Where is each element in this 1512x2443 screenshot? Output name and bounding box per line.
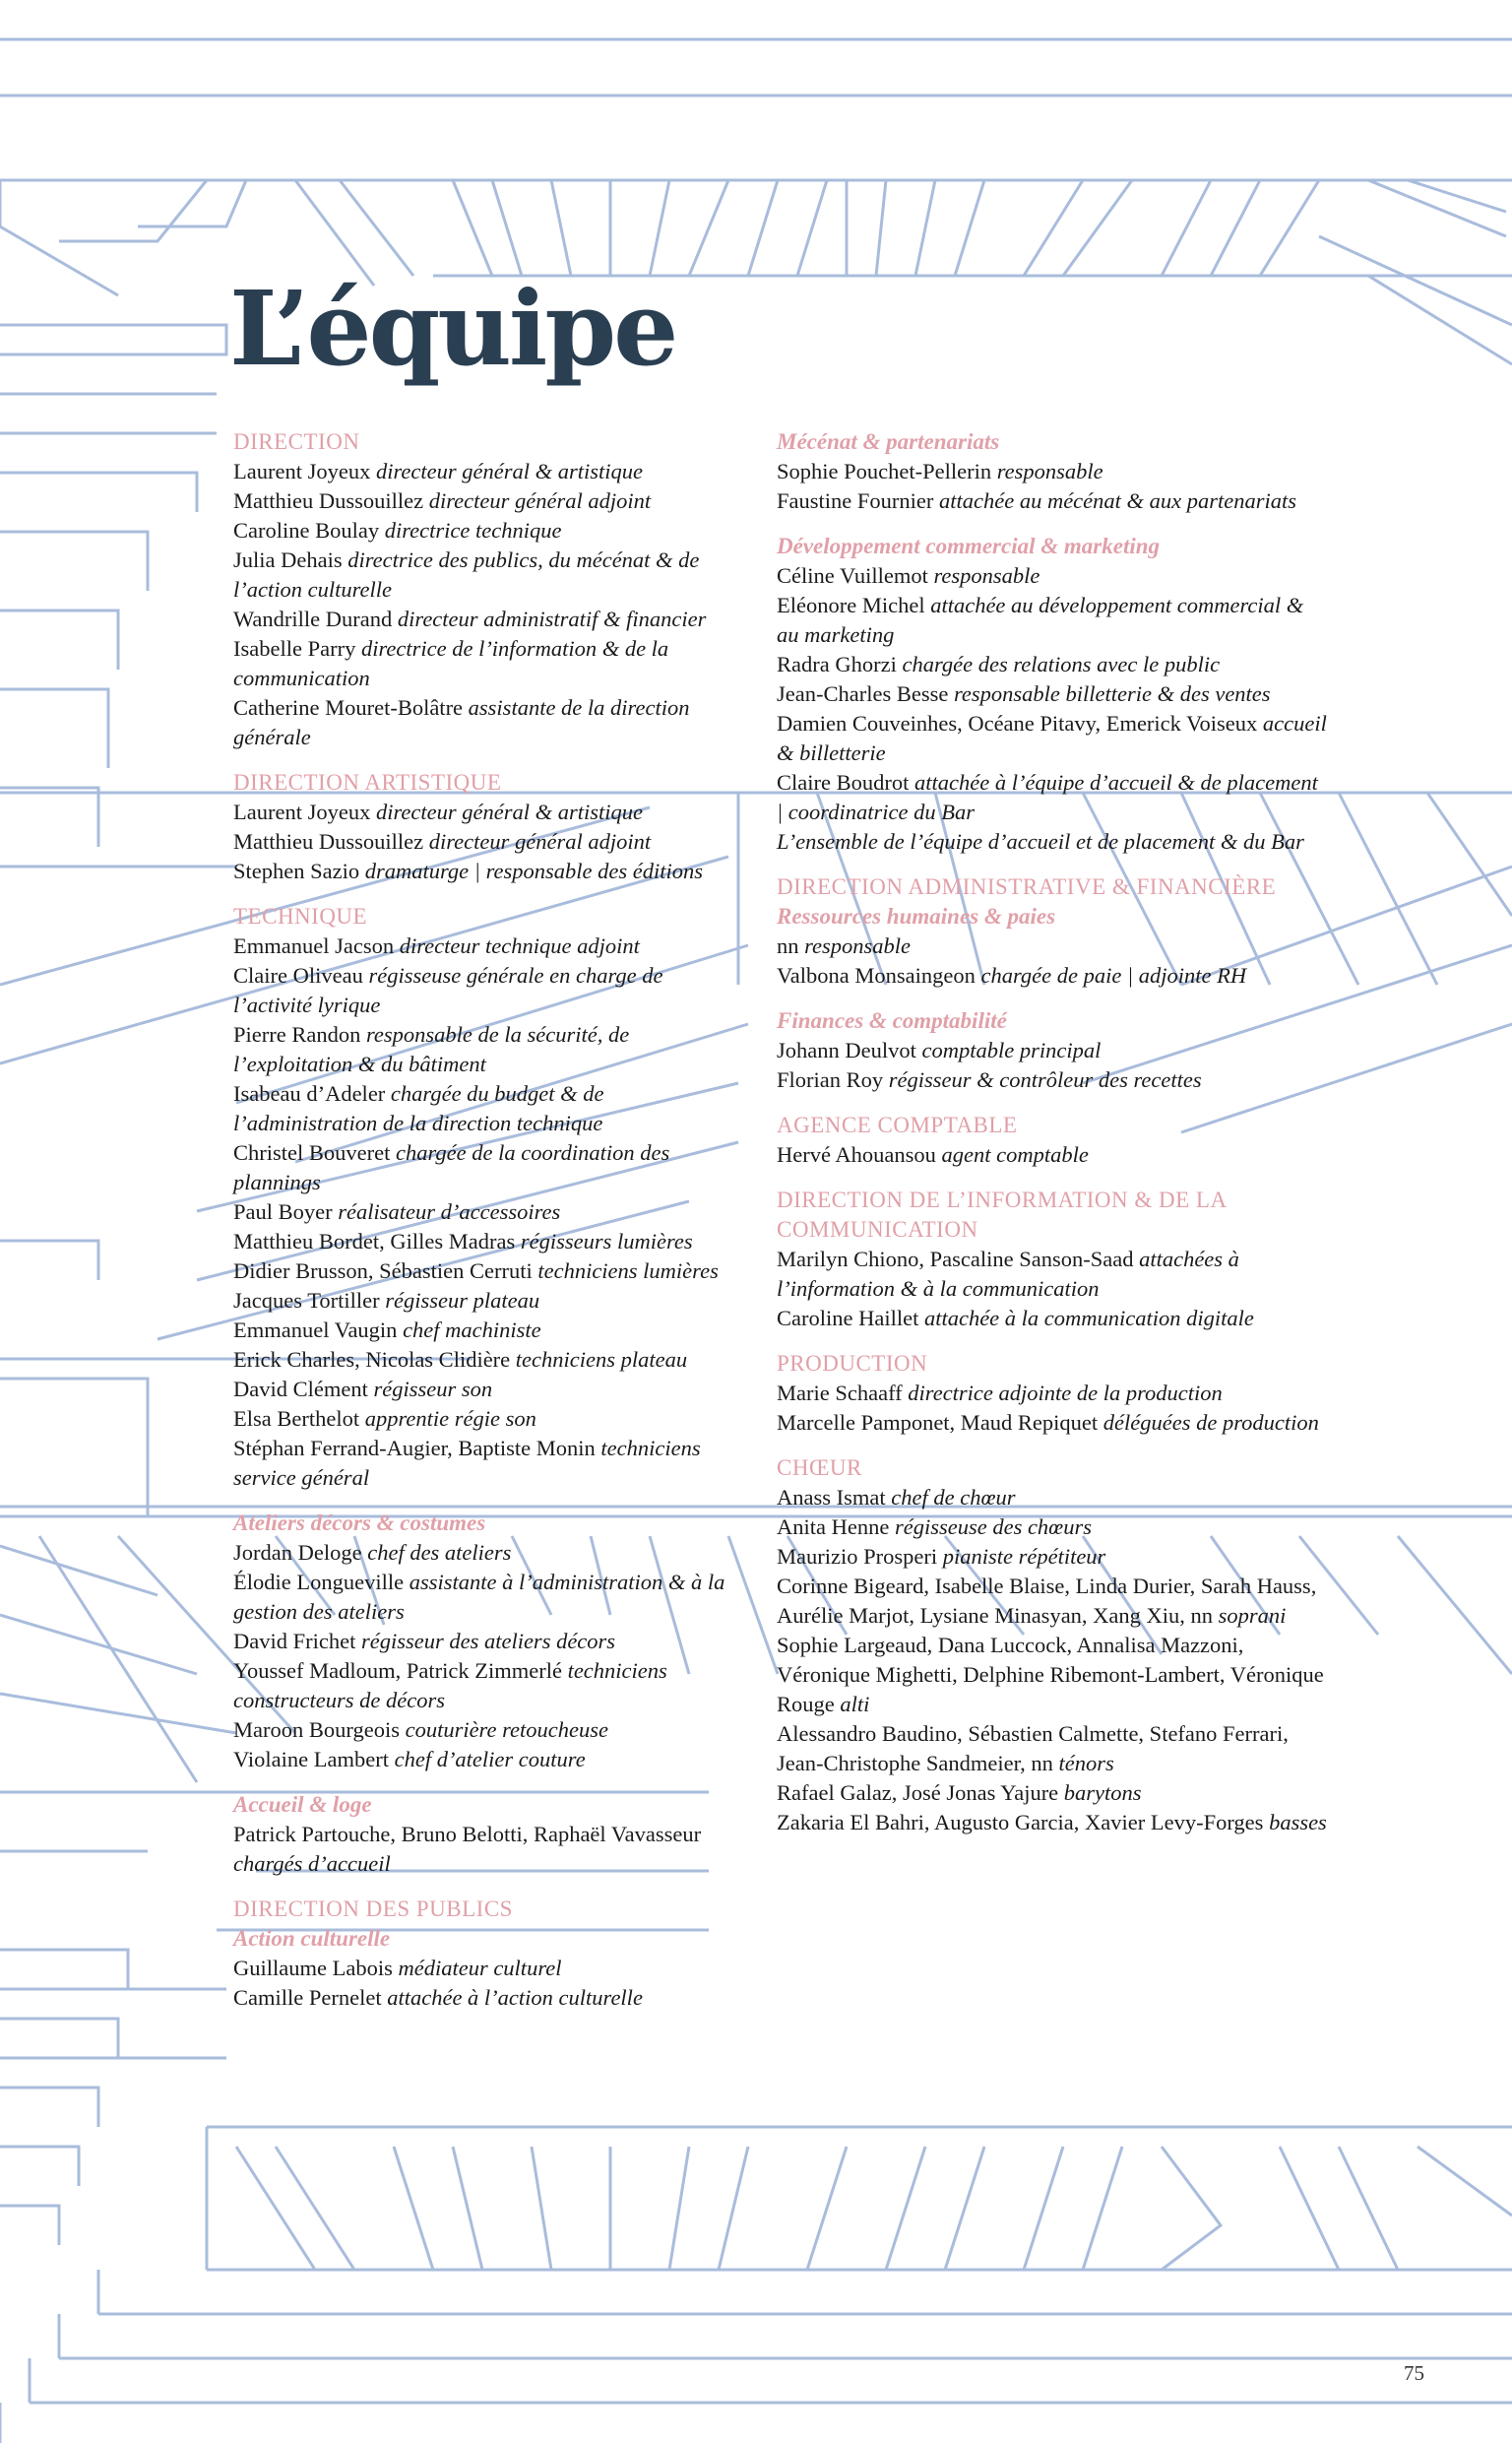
staff-name: Laurent Joyeux [233,800,371,824]
staff-name: Johann Deulvot [777,1038,916,1062]
section-heading: DIRECTION ARTISTIQUE [233,770,502,795]
staff-entry [233,1745,745,1774]
staff-name: Corinne Bigeard, Isabelle Blaise, Linda Durier, Sarah Hauss, Aurélie Marjot, Lysiane Minasyan, Xang Xiu, nn [777,1574,1317,1628]
staff-role: responsable billetterie & des ventes [953,681,1271,706]
staff-name: Jean-Charles Besse [777,681,949,706]
staff-name: Caroline Boulay [233,518,380,543]
staff-section [777,427,1328,516]
staff-role: responsable [804,933,912,958]
staff-name: Maurizio Prosperi [777,1544,938,1569]
staff-role: attachée au développement commercial & au marketing [777,593,1304,647]
staff-role: chargée de la coordination des plannings [233,1140,670,1194]
staff-role: réalisateur d’accessoires [338,1199,561,1224]
staff-role: responsable [933,563,1040,588]
staff-role: assistante à l’administration & à la gestion des ateliers [233,1570,725,1624]
section-heading: PRODUCTION [777,1351,928,1376]
page-title: L’équipe [229,268,676,389]
staff-name: nn [777,933,799,958]
staff-name: Sophie Pouchet-Pellerin [777,459,992,483]
staff-name: Caroline Haillet [777,1306,919,1330]
staff-role: responsable de la sécurité, de l’exploitation & du bâtiment [233,1022,630,1076]
staff-name: Laurent Joyeux [233,459,371,483]
staff-entry [233,1656,745,1715]
staff-name: Alessandro Baudino, Sébastien Calmette, Stefano Ferrari, Jean-Christophe Sandmeier, nn [777,1721,1289,1775]
staff-name: Élodie Longueville [233,1570,405,1594]
staff-role: directeur général & artistique [375,459,643,483]
staff-name: Patrick Partouche, Bruno Belotti, Raphaël Vavasseur [233,1822,702,1846]
staff-entry [777,1065,1328,1095]
staff-role: directeur général & artistique [375,800,643,824]
staff-name: Eléonore Michel [777,593,925,617]
staff-name: Stephen Sazio [233,859,360,883]
staff-role: régisseur plateau [385,1288,540,1313]
staff-entry [777,1512,1328,1542]
staff-section [233,902,745,1493]
staff-section [777,1186,1328,1333]
staff-entry [233,1627,745,1656]
staff-role: régisseur & contrôleur des recettes [888,1067,1202,1092]
staff-name: David Clément [233,1377,368,1401]
staff-entry [777,1408,1328,1438]
staff-entry [233,1983,745,2013]
section-heading: AGENCE COMPTABLE [777,1113,1018,1137]
section-heading: CHŒUR [777,1455,862,1480]
staff-entry [233,798,745,827]
staff-entry [233,1197,745,1227]
staff-entry [777,1808,1328,1837]
section-heading: Ressources humaines & paies [777,904,1056,929]
staff-role: chef de chœur [891,1485,1016,1510]
left-column [233,427,745,2028]
staff-name: Camille Pernelet [233,1985,382,2010]
section-heading: DIRECTION ADMINISTRATIVE & FINANCIÈRE [777,874,1277,899]
staff-role: barytons [1063,1780,1142,1805]
staff-role: attachée à la communication digitale [923,1306,1254,1330]
staff-entry [777,1483,1328,1512]
staff-role: attachée à l’action culturelle [387,1985,643,2010]
staff-entry [777,1542,1328,1572]
staff-entry [233,1286,745,1316]
staff-name: Wandrille Durand [233,607,393,631]
staff-entry [777,1631,1328,1719]
staff-entry [777,486,1328,516]
staff-role: attachée à l’équipe d’accueil & de placement | coordinatrice du Bar [777,770,1318,824]
staff-entry [233,1345,745,1375]
staff-name: Marilyn Chiono, Pascaline Sanson-Saad [777,1247,1134,1271]
staff-section [233,768,745,886]
staff-role: responsable [996,459,1103,483]
staff-role: attachée au mécénat & aux partenariats [938,488,1297,513]
staff-entry [777,709,1328,768]
staff-name: Emmanuel Vaugin [233,1318,398,1342]
staff-role: déléguées de production [1102,1410,1319,1435]
staff-role: dramaturge | responsable des éditions [364,859,703,883]
staff-role: apprentie régie son [364,1406,536,1431]
staff-name: Anass Ismat [777,1485,886,1510]
section-heading: Mécénat & partenariats [777,429,1000,454]
staff-name: Isabeau d’Adeler [233,1081,386,1106]
staff-name: Didier Brusson, Sébastien Cerruti [233,1258,533,1283]
staff-entry [233,1227,745,1256]
staff-role: techniciens constructeurs de décors [233,1658,667,1712]
staff-role: chargée des relations avec le public [902,652,1221,676]
staff-entry [233,1316,745,1345]
staff-name: Isabelle Parry [233,636,356,661]
staff-role: couturière retoucheuse [405,1717,608,1742]
staff-name: Christel Bouveret [233,1140,391,1165]
staff-name: Catherine Mouret-Bolâtre [233,695,464,720]
staff-role: accueil & billetterie [777,711,1327,765]
staff-name: Maroon Bourgeois [233,1717,400,1742]
staff-role: L’ensemble de l’équipe d’accueil et de placement & du Bar [777,829,1304,854]
section-heading: DIRECTION [233,429,360,454]
staff-entry [777,679,1328,709]
staff-name: Radra Ghorzi [777,652,897,676]
staff-entry [233,1256,745,1286]
staff-role: directrice de l’information & de la communication [233,636,669,690]
staff-name: Guillaume Labois [233,1956,393,1980]
staff-role: directeur général adjoint [428,488,652,513]
staff-name: Paul Boyer [233,1199,333,1224]
staff-entry [777,1778,1328,1808]
staff-entry [233,1020,745,1079]
staff-entry [233,961,745,1020]
staff-name: Jordan Deloge [233,1540,362,1565]
staff-role: assistante de la direction générale [233,695,690,749]
staff-name: Youssef Madloum, Patrick Zimmerlé [233,1658,562,1683]
staff-entry [233,1404,745,1434]
staff-entry [777,1036,1328,1065]
staff-role: agent comptable [941,1142,1089,1167]
staff-role: directrice technique [384,518,562,543]
staff-name: Valbona Monsaingeon [777,963,976,988]
staff-entry [233,1820,745,1879]
staff-name: Emmanuel Jacson [233,933,395,958]
staff-entry [777,1140,1328,1170]
staff-section [777,872,1328,991]
staff-name: Claire Oliveau [233,963,363,988]
staff-entry [233,1538,745,1568]
staff-entry [233,1715,745,1745]
staff-role: attachées à l’information & à la communication [777,1247,1239,1301]
staff-name: Erick Charles, Nicolas Clidière [233,1347,511,1372]
staff-role: soprani [1218,1603,1287,1628]
staff-name: Pierre Randon [233,1022,361,1047]
staff-entry [233,827,745,857]
staff-entry [777,1572,1328,1631]
page-number: 75 [1404,2361,1424,2385]
staff-role: ténors [1058,1751,1114,1775]
staff-name: Céline Vuillemot [777,563,928,588]
section-heading: DIRECTION DES PUBLICS [233,1897,513,1921]
staff-name: Violaine Lambert [233,1747,389,1771]
staff-role: directrice adjointe de la production [908,1381,1223,1405]
staff-role: comptable principal [921,1038,1102,1062]
staff-name: Claire Boudrot [777,770,910,795]
staff-name: Florian Roy [777,1067,884,1092]
staff-role: basses [1269,1810,1327,1834]
staff-name: Stéphan Ferrand-Augier, Baptiste Monin [233,1436,596,1460]
staff-section [777,1006,1328,1095]
staff-entry [233,1079,745,1138]
staff-entry [777,961,1328,991]
staff-entry [233,634,745,693]
staff-name: Matthieu Dussouillez [233,829,424,854]
staff-section [233,1509,745,1774]
staff-name: Sophie Largeaud, Dana Luccock, Annalisa Mazzoni, Véronique Mighetti, Delphine Ribemont-Lambert, Véronique Rouge [777,1633,1324,1716]
staff-entry [777,650,1328,679]
section-heading: Action culturelle [233,1926,391,1951]
staff-section [233,1895,745,2013]
staff-name: Marie Schaaff [777,1381,903,1405]
staff-role: chargée de paie | adjointe RH [980,963,1247,988]
staff-role: techniciens lumières [537,1258,719,1283]
staff-name: Hervé Ahouansou [777,1142,936,1167]
staff-role: régisseur des ateliers décors [360,1629,616,1653]
staff-name: Julia Dehais [233,547,343,572]
staff-entry [777,827,1328,857]
staff-entry [233,1568,745,1627]
staff-name: Matthieu Bordet, Gilles Madras [233,1229,516,1254]
staff-name: David Frichet [233,1629,356,1653]
staff-entry [777,768,1328,827]
staff-role: techniciens plateau [515,1347,688,1372]
staff-name: Faustine Fournier [777,488,934,513]
staff-entry [777,1245,1328,1304]
staff-entry [777,932,1328,961]
staff-entry [777,1719,1328,1778]
staff-entry [233,516,745,546]
staff-name: Zakaria El Bahri, Augusto Garcia, Xavier Levy-Forges [777,1810,1264,1834]
staff-name: Marcelle Pamponet, Maud Repiquet [777,1410,1099,1435]
staff-entry [233,932,745,961]
staff-role: chef machiniste [403,1318,541,1342]
staff-entry [777,1379,1328,1408]
right-column [777,427,1328,1853]
staff-role: directeur technique adjoint [399,933,640,958]
staff-name: Jacques Tortiller [233,1288,380,1313]
staff-role: médiateur culturel [398,1956,562,1980]
staff-entry [233,857,745,886]
staff-name: Damien Couveinhes, Océane Pitavy, Emerick Voiseux [777,711,1258,736]
staff-entry [777,561,1328,591]
staff-section [233,1790,745,1879]
staff-section [233,427,745,752]
staff-name: Matthieu Dussouillez [233,488,424,513]
section-heading: Ateliers décors & costumes [233,1511,486,1535]
staff-entry [233,457,745,486]
section-heading: TECHNIQUE [233,904,368,929]
staff-entry [777,457,1328,486]
section-heading: DIRECTION DE L’INFORMATION & DE LA COMMUNICATION [777,1188,1227,1242]
staff-role: régisseuse des chœurs [894,1514,1092,1539]
staff-section [777,532,1328,857]
staff-entry [233,486,745,516]
staff-role: régisseurs lumières [520,1229,693,1254]
staff-role: chef des ateliers [367,1540,512,1565]
staff-role: pianiste répétiteur [942,1544,1106,1569]
staff-entry [233,1434,745,1493]
staff-role: alti [840,1692,870,1716]
staff-entry [233,546,745,605]
staff-role: directrice des publics, du mécénat & de l’action culturelle [233,547,700,602]
staff-name: Anita Henne [777,1514,890,1539]
staff-entry [233,605,745,634]
staff-entry [233,1375,745,1404]
staff-entry [233,1138,745,1197]
staff-role: régisseuse générale en charge de l’activité lyrique [233,963,663,1017]
section-heading: Développement commercial & marketing [777,534,1161,558]
staff-role: directeur général adjoint [428,829,652,854]
staff-section [777,1349,1328,1438]
staff-section [777,1453,1328,1837]
staff-entry [777,591,1328,650]
staff-entry [233,693,745,752]
staff-section [777,1111,1328,1170]
staff-role: régisseur son [373,1377,493,1401]
staff-role: chargés d’accueil [233,1851,391,1876]
section-heading: Finances & comptabilité [777,1008,1007,1033]
staff-entry [777,1304,1328,1333]
staff-name: Rafael Galaz, José Jonas Yajure [777,1780,1059,1805]
staff-role: chargée du budget & de l’administration de la direction technique [233,1081,604,1135]
staff-name: Elsa Berthelot [233,1406,360,1431]
staff-role: chef d’atelier couture [394,1747,586,1771]
section-heading: Accueil & loge [233,1792,372,1817]
staff-role: techniciens service général [233,1436,701,1490]
staff-entry [233,1954,745,1983]
staff-role: directeur administratif & financier [397,607,707,631]
